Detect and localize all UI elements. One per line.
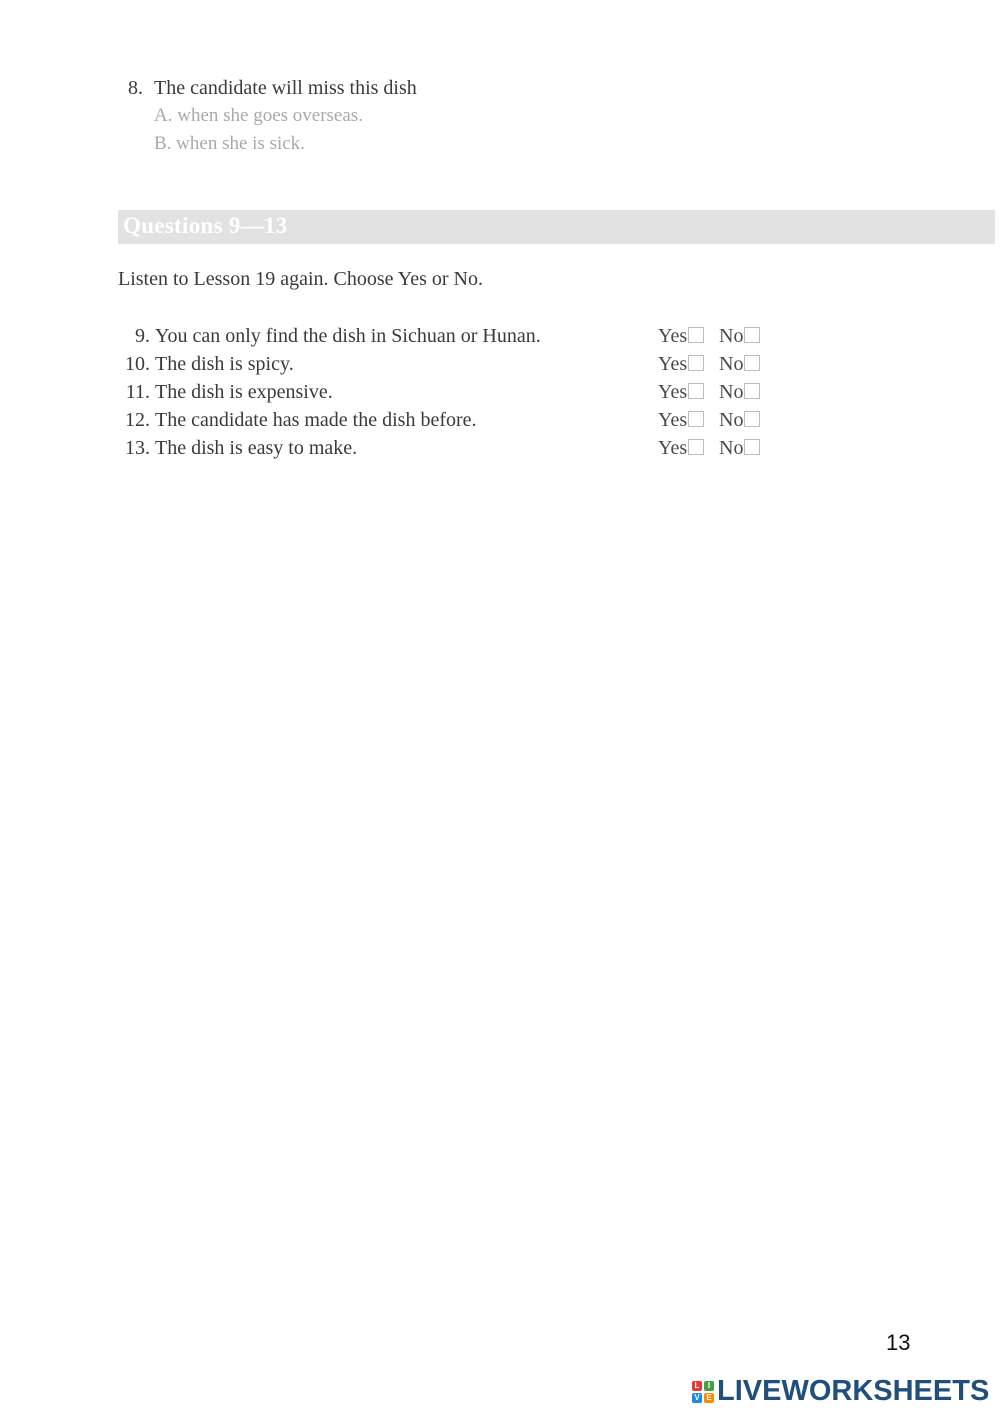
logo-tile: V: [692, 1393, 702, 1403]
question-text: The candidate will miss this dish: [154, 77, 417, 99]
item-text: The dish is spicy.: [155, 353, 294, 375]
instruction-text: Listen to Lesson 19 again. Choose Yes or No.: [118, 268, 483, 290]
no-option[interactable]: [719, 406, 760, 434]
brand-text: LIVEWORKSHEETS: [717, 1375, 990, 1407]
yes-option[interactable]: [658, 322, 704, 350]
list-item: [118, 350, 818, 378]
item-number: 11.: [125, 381, 150, 403]
question-8: [128, 74, 417, 158]
yes-checkbox[interactable]: [688, 355, 704, 371]
no-label: No: [719, 381, 744, 403]
logo-tile: E: [704, 1393, 714, 1403]
yes-label: Yes: [658, 381, 688, 403]
no-label: No: [719, 353, 744, 375]
no-option[interactable]: [719, 322, 760, 350]
list-item: [118, 322, 818, 350]
yes-no-list: [118, 322, 818, 462]
logo-tile: L: [692, 1381, 702, 1391]
yes-checkbox[interactable]: [688, 327, 704, 343]
list-item: [118, 434, 818, 462]
no-option[interactable]: [719, 350, 760, 378]
item-text: The dish is expensive.: [155, 381, 333, 403]
option-a[interactable]: A. when she goes overseas.: [154, 105, 363, 126]
yes-checkbox[interactable]: [688, 439, 704, 455]
yes-option[interactable]: [658, 406, 704, 434]
yes-label: Yes: [658, 353, 688, 375]
item-number: 9.: [135, 325, 150, 347]
item-number: 12.: [125, 409, 150, 431]
no-label: No: [719, 437, 744, 459]
no-checkbox[interactable]: [744, 411, 760, 427]
question-8-stem: [128, 74, 417, 102]
item-text: The candidate has made the dish before.: [155, 409, 477, 431]
logo-tile: I: [704, 1381, 714, 1391]
section-title: Questions 9—13: [123, 213, 288, 238]
item-text: You can only find the dish in Sichuan or Hunan.: [155, 325, 541, 347]
no-label: No: [719, 325, 744, 347]
no-checkbox[interactable]: [744, 439, 760, 455]
no-option[interactable]: [719, 434, 760, 462]
yes-option[interactable]: [658, 378, 704, 406]
yes-label: Yes: [658, 437, 688, 459]
yes-label: Yes: [658, 409, 688, 431]
item-text: The dish is easy to make.: [155, 437, 358, 459]
page-number: 13: [886, 1330, 911, 1355]
item-number: 13.: [125, 437, 150, 459]
no-option[interactable]: [719, 378, 760, 406]
section-header: [118, 210, 995, 244]
yes-option[interactable]: [658, 434, 704, 462]
no-label: No: [719, 409, 744, 431]
yes-checkbox[interactable]: [688, 411, 704, 427]
yes-checkbox[interactable]: [688, 383, 704, 399]
yes-label: Yes: [658, 325, 688, 347]
liveworksheets-logo[interactable]: [692, 1375, 989, 1408]
question-number: 8.: [128, 77, 143, 99]
item-number: 10.: [125, 353, 150, 375]
list-item: [118, 378, 818, 406]
option-b[interactable]: B. when she is sick.: [154, 133, 305, 154]
no-checkbox[interactable]: [744, 355, 760, 371]
liveworksheets-icon: [692, 1381, 714, 1403]
no-checkbox[interactable]: [744, 383, 760, 399]
yes-option[interactable]: [658, 350, 704, 378]
list-item: [118, 406, 818, 434]
no-checkbox[interactable]: [744, 327, 760, 343]
